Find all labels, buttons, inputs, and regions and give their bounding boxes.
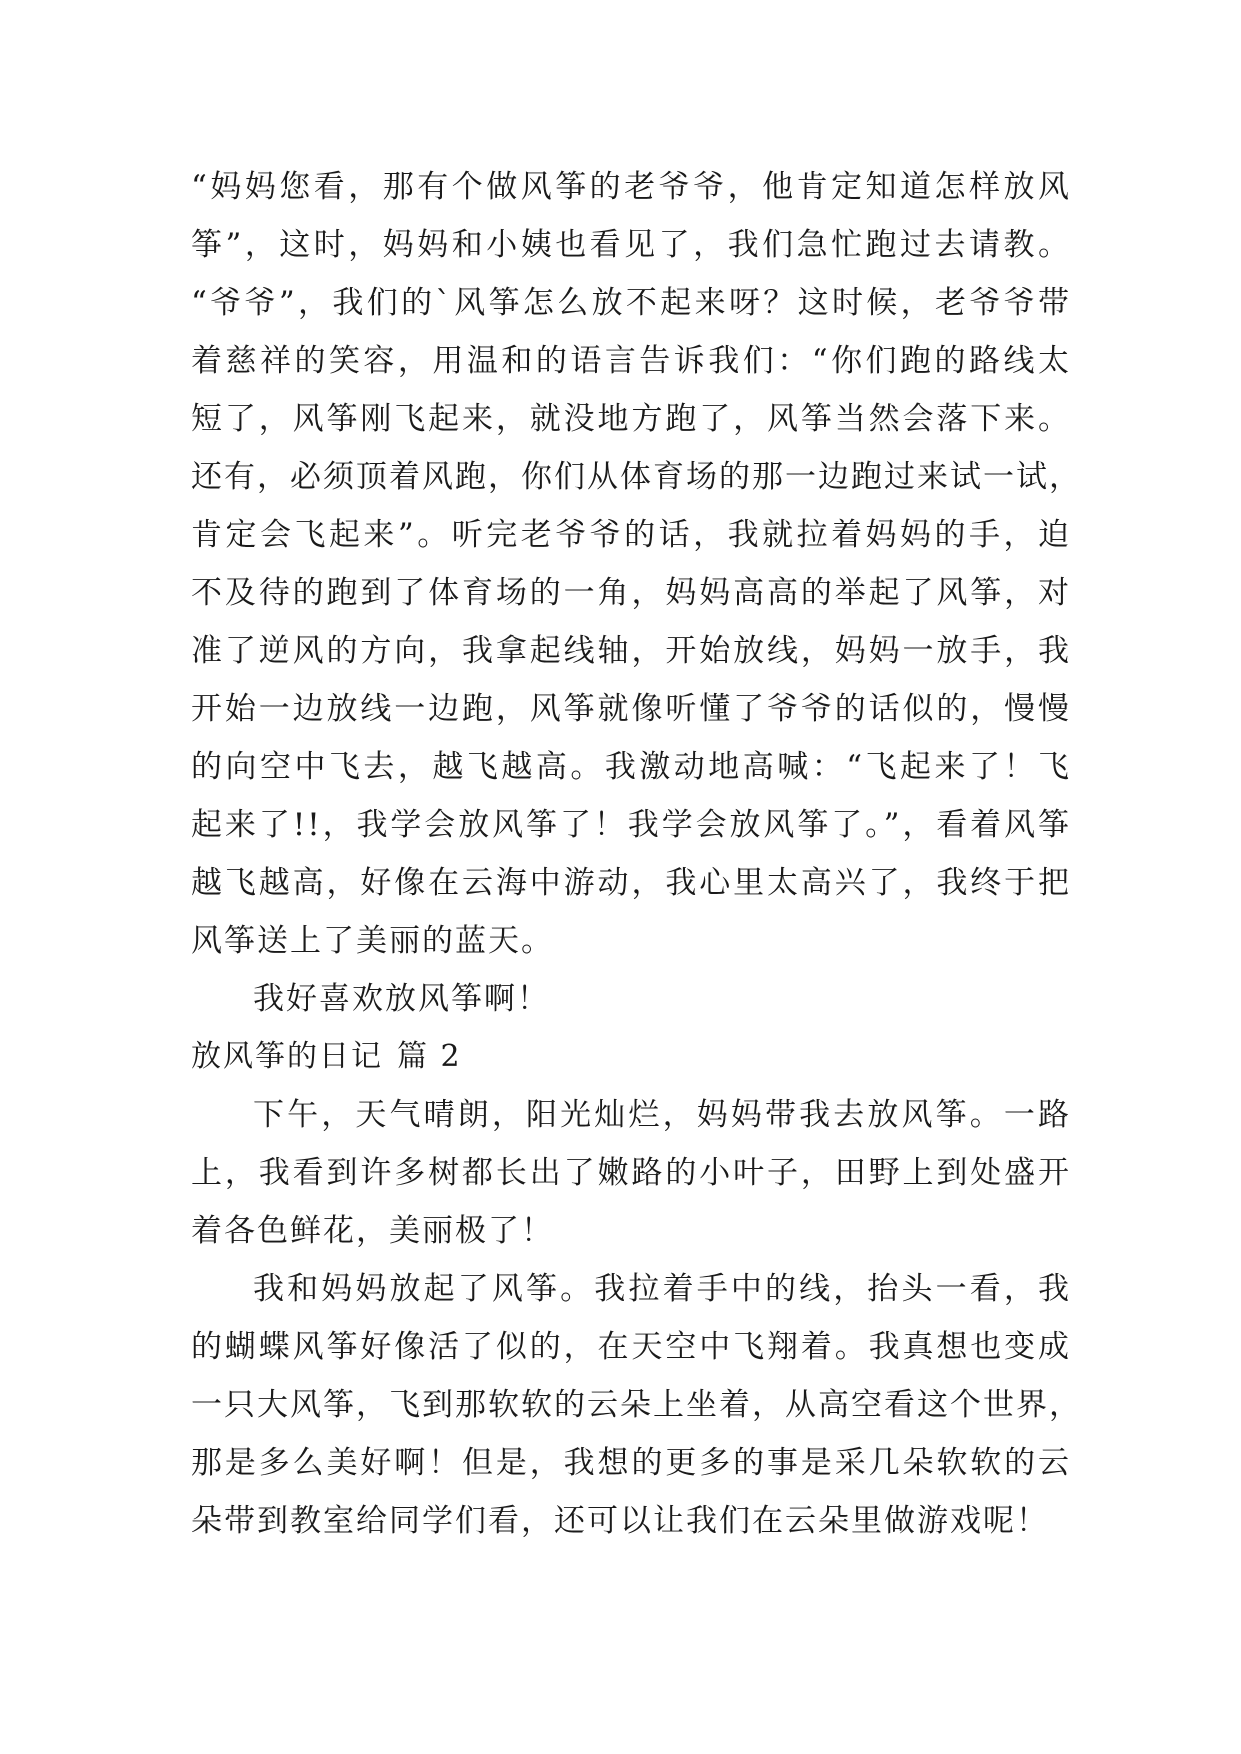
paragraph-3 [191, 1086, 1071, 1260]
text-line: 越飞越高，好像在云海中游动，我心里太高兴了，我终于把 [191, 865, 1071, 901]
paragraph-2 [191, 970, 1071, 1028]
text-line: 我和妈妈放起了风筝。我拉着手中的线，抬头一看，我 [253, 1271, 1071, 1307]
paragraph-4 [191, 1260, 1082, 1550]
paragraph-1 [191, 158, 1082, 970]
text-line: 我好喜欢放风筝啊！ [253, 981, 550, 1017]
heading-title: 放风筝的日记 [191, 1039, 383, 1074]
text-line: 的蝴蝶风筝好像活了似的，在天空中飞翔着。我真想也变成 [191, 1329, 1071, 1365]
text-line: 着慈祥的笑容，用温和的语言告诉我们：“你们跑的路线太 [191, 343, 1071, 379]
text-line: 还有，必须顶着风跑，你们从体育场的那一边跑过来试一试， [191, 459, 1082, 495]
text-line: 短了，风筝刚飞起来，就没地方跑了，风筝当然会落下来。 [191, 401, 1071, 437]
text-line: 一只大风筝，飞到那软软的云朵上坐着，从高空看这个世界， [191, 1387, 1082, 1423]
text-line: “爷爷”，我们的`风筝怎么放不起来呀？这时候，老爷爷带 [191, 285, 1071, 321]
text-line: 不及待的跑到了体育场的一角，妈妈高高的举起了风筝，对 [191, 575, 1071, 611]
document-body [191, 158, 1082, 1550]
text-line: 开始一边放线一边跑，风筝就像听懂了爷爷的话似的，慢慢 [191, 691, 1071, 727]
text-line: 那是多么美好啊！但是，我想的更多的事是采几朵软软的云 [191, 1445, 1071, 1481]
text-line: 朵带到教室给同学们看，还可以让我们在云朵里做游戏呢！ [191, 1503, 1049, 1539]
text-line: “妈妈您看，那有个做风筝的老爷爷，他肯定知道怎样放风 [191, 169, 1071, 205]
text-line: 起来了!!，我学会放风筝了！我学会放风筝了。”，看着风筝 [191, 807, 1071, 843]
text-line: 肯定会飞起来”。听完老爷爷的话，我就拉着妈妈的手，迫 [191, 517, 1071, 553]
heading-number: 篇 2 [397, 1039, 462, 1074]
text-line: 风筝送上了美丽的蓝天。 [191, 923, 554, 959]
text-line: 的向空中飞去，越飞越高。我激动地高喊：“飞起来了！飞 [191, 749, 1071, 785]
text-line: 准了逆风的方向，我拿起线轴，开始放线，妈妈一放手，我 [191, 633, 1071, 669]
text-line: 着各色鲜花，美丽极了！ [191, 1213, 554, 1249]
text-line: 筝”，这时，妈妈和小姨也看见了，我们急忙跑过去请教。 [191, 227, 1071, 263]
section-heading [191, 1028, 1071, 1086]
text-line: 上，我看到许多树都长出了嫩路的小叶子，田野上到处盛开 [191, 1155, 1071, 1191]
text-line: 下午，天气晴朗，阳光灿烂，妈妈带我去放风筝。一路 [253, 1097, 1071, 1133]
